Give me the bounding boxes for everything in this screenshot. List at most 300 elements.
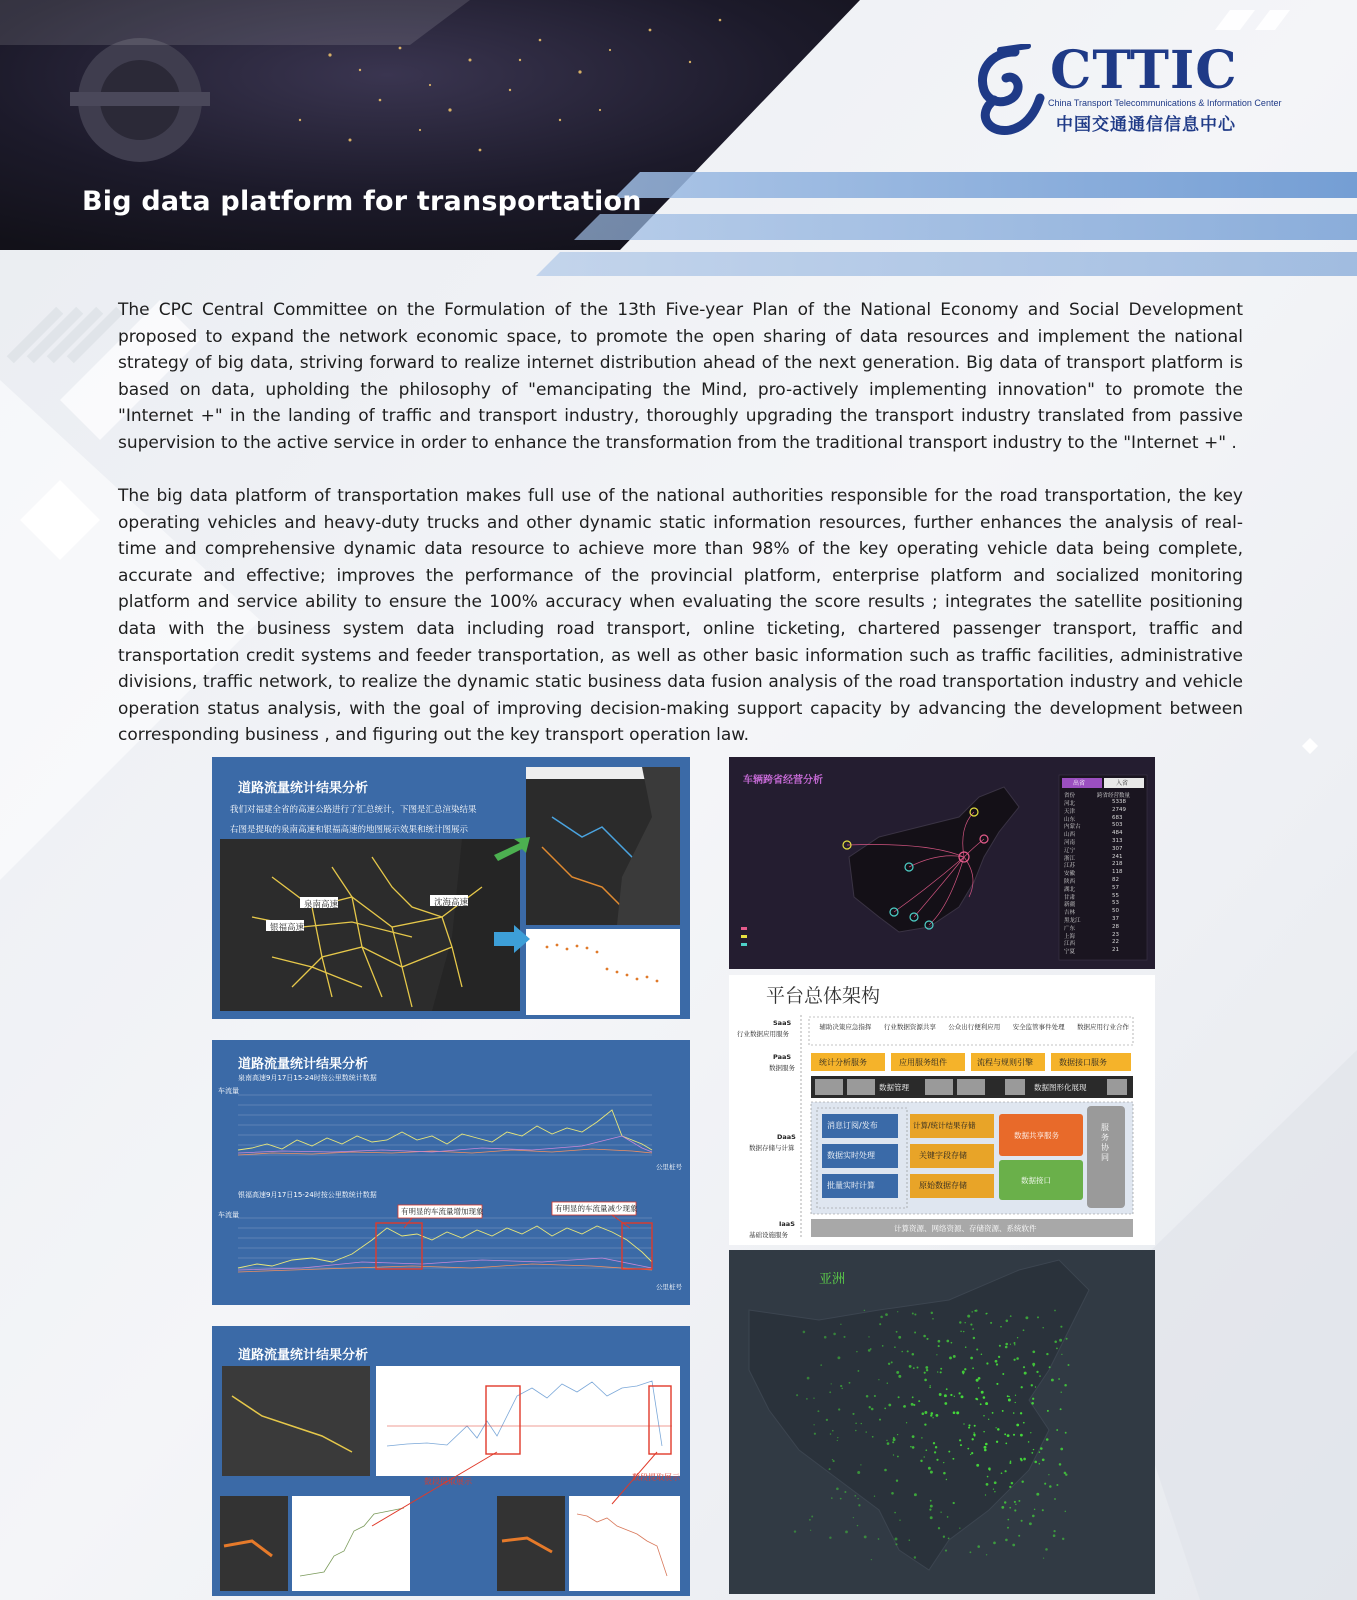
daas-mid-2: 关键字段存储 xyxy=(919,1151,967,1160)
density-dot xyxy=(925,1366,928,1369)
density-dot xyxy=(832,1430,834,1432)
density-dot xyxy=(813,1397,814,1398)
table-row xyxy=(1062,893,1147,900)
density-dot xyxy=(986,1483,989,1486)
province-count: 22 xyxy=(1112,939,1119,946)
density-dot xyxy=(813,1424,814,1425)
density-dot xyxy=(1061,1354,1062,1355)
density-dot xyxy=(857,1471,860,1474)
shot3-callout-a: 数段提取展示 xyxy=(424,1477,472,1486)
density-dot xyxy=(1016,1424,1019,1427)
density-dot xyxy=(985,1313,987,1315)
density-dot xyxy=(947,1516,949,1518)
density-dot xyxy=(1001,1506,1004,1509)
table-row xyxy=(1062,846,1147,853)
province-name: 新疆 xyxy=(1064,902,1076,909)
cttic-logo xyxy=(970,40,1282,136)
shot2-callout-increase: 有明显的车流量增加现象 xyxy=(401,1207,484,1216)
table-row xyxy=(1062,908,1147,915)
density-dot xyxy=(896,1480,898,1482)
province-count: 2749 xyxy=(1112,806,1126,813)
density-dot xyxy=(972,1328,974,1330)
density-dot xyxy=(999,1345,1001,1347)
density-dot xyxy=(964,1368,966,1370)
shot2-chart1-title: 泉南高速9月17日15-24时按公里数统计数据 xyxy=(238,1074,377,1082)
density-dot xyxy=(911,1403,914,1406)
density-dot xyxy=(898,1375,901,1378)
density-dot xyxy=(948,1538,950,1540)
province-name: 湖北 xyxy=(1064,886,1076,893)
province-count: 55 xyxy=(1112,892,1119,899)
density-dot xyxy=(975,1398,977,1400)
province-count: 503 xyxy=(1112,822,1123,829)
province-count: 683 xyxy=(1112,814,1123,821)
shot4-col-province: 省份 xyxy=(1064,793,1076,799)
density-dot xyxy=(937,1371,938,1372)
density-dot xyxy=(1037,1316,1039,1318)
density-dot xyxy=(1036,1371,1038,1373)
paas-label: PaaS xyxy=(773,1053,792,1061)
density-dot xyxy=(879,1419,881,1421)
density-dot xyxy=(824,1336,827,1339)
density-dot xyxy=(1015,1402,1016,1403)
density-dot xyxy=(831,1383,832,1384)
density-dot xyxy=(1013,1359,1015,1361)
table-row xyxy=(1062,838,1147,845)
density-dot xyxy=(807,1377,810,1380)
shot2-xlabel-1: 公里桩号 xyxy=(656,1163,682,1171)
density-dot xyxy=(1005,1539,1008,1542)
density-dot xyxy=(972,1438,974,1440)
density-dot xyxy=(864,1310,866,1312)
density-dot xyxy=(1031,1402,1034,1405)
density-dot xyxy=(1009,1462,1011,1464)
province-count: 28 xyxy=(1112,923,1119,930)
daas-service: 服务协同 xyxy=(1101,1123,1109,1162)
density-dot xyxy=(960,1331,961,1332)
density-dot xyxy=(1009,1507,1011,1509)
province-name: 安徽 xyxy=(1064,871,1076,878)
density-dot xyxy=(829,1536,831,1538)
logo-chinese-name: 中国交通通信信息中心 xyxy=(1056,115,1236,135)
density-dot xyxy=(1040,1447,1043,1450)
table-row xyxy=(1062,799,1147,806)
density-dot xyxy=(974,1432,975,1433)
density-dot xyxy=(1053,1530,1055,1532)
density-dot xyxy=(891,1492,894,1495)
density-dot xyxy=(932,1318,934,1320)
density-dot xyxy=(913,1404,915,1406)
density-dot xyxy=(960,1444,962,1446)
architecture-graphic xyxy=(729,975,1155,1245)
density-dot xyxy=(963,1331,964,1332)
density-dot xyxy=(887,1382,888,1383)
density-dot xyxy=(971,1452,973,1454)
density-dot xyxy=(924,1379,927,1382)
table-row xyxy=(1062,924,1147,931)
density-dot xyxy=(909,1539,911,1541)
density-dot xyxy=(1047,1410,1049,1412)
density-dot xyxy=(918,1400,920,1402)
density-dot xyxy=(940,1512,941,1513)
density-dot xyxy=(931,1412,934,1415)
density-dot xyxy=(996,1427,997,1428)
density-dot xyxy=(930,1505,933,1508)
province-count: 50 xyxy=(1112,908,1119,915)
density-dot xyxy=(949,1356,952,1359)
density-dot xyxy=(1007,1519,1009,1521)
density-dot xyxy=(968,1424,970,1426)
density-dot xyxy=(1034,1509,1035,1510)
table-row xyxy=(1062,877,1147,884)
density-dot xyxy=(1049,1485,1052,1488)
province-count: 37 xyxy=(1112,916,1119,922)
density-dot xyxy=(1046,1353,1048,1355)
density-dot xyxy=(901,1351,903,1353)
density-dot xyxy=(944,1394,947,1397)
screenshot-vehicle-density-map xyxy=(729,1250,1155,1594)
daas-sub: 数据存储与计算 xyxy=(749,1144,795,1152)
density-dot xyxy=(985,1494,986,1495)
shot1-line2: 右图是提取的泉南高速和银福高速的地图展示效果和统计图展示 xyxy=(230,825,469,835)
density-dot xyxy=(970,1454,971,1455)
table-row xyxy=(1062,885,1147,892)
density-dot xyxy=(912,1353,915,1356)
density-dot xyxy=(993,1488,994,1489)
density-dot xyxy=(831,1497,833,1499)
density-dot xyxy=(1029,1522,1032,1525)
density-dot xyxy=(864,1535,867,1538)
density-dot xyxy=(1042,1327,1043,1328)
density-dot xyxy=(1059,1339,1062,1342)
province-name: 宁夏 xyxy=(1064,949,1076,956)
shot4-col-count: 跨省经营数量 xyxy=(1097,793,1131,799)
density-dot xyxy=(996,1363,998,1365)
density-dot xyxy=(878,1538,880,1540)
density-dot xyxy=(840,1385,842,1387)
density-dot xyxy=(1051,1379,1054,1382)
density-dot xyxy=(988,1467,991,1470)
density-dot xyxy=(944,1402,947,1405)
screenshot-segment-analysis xyxy=(212,1326,690,1596)
density-dot xyxy=(924,1372,926,1374)
density-dot xyxy=(817,1410,819,1412)
density-dot xyxy=(858,1504,860,1506)
province-name: 上海 xyxy=(1064,933,1076,940)
density-dot xyxy=(1030,1432,1031,1433)
density-dot xyxy=(1013,1434,1015,1436)
density-dot xyxy=(1023,1458,1026,1461)
density-dot xyxy=(943,1462,944,1463)
province-count: 5338 xyxy=(1112,799,1126,805)
density-dot xyxy=(897,1456,899,1458)
density-dot xyxy=(984,1449,987,1452)
density-dot xyxy=(837,1440,838,1441)
bar-item-visualization: 数据图形化展现 xyxy=(1034,1083,1087,1092)
density-dot xyxy=(1017,1337,1018,1338)
density-dot xyxy=(946,1479,947,1480)
density-dot xyxy=(924,1423,926,1425)
shot1-label-yinfu: 银福高速 xyxy=(270,923,305,933)
density-dot xyxy=(1014,1344,1015,1345)
daas-port: 数据接口 xyxy=(1021,1176,1051,1185)
density-dot xyxy=(1005,1470,1007,1472)
density-dot xyxy=(923,1335,926,1338)
density-dot xyxy=(936,1354,937,1355)
shot6-label: 亚洲 xyxy=(819,1272,846,1287)
density-dot xyxy=(950,1394,952,1396)
province-name: 内蒙古 xyxy=(1064,824,1081,831)
density-dot xyxy=(810,1530,811,1531)
province-name: 甘肃 xyxy=(1064,894,1076,901)
shot1-line1: 我们对福建全省的高速公路进行了汇总统计，下图是汇总渲染结果 xyxy=(230,805,477,815)
density-dot xyxy=(1065,1511,1066,1512)
table-row xyxy=(1062,900,1147,907)
province-count: 53 xyxy=(1112,900,1119,907)
paas-item-1: 统计分析服务 xyxy=(819,1058,867,1067)
table-row xyxy=(1062,807,1147,814)
saas-label: SaaS xyxy=(773,1019,792,1027)
iaas-text: 计算资源、网络资源、存储资源、系统软件 xyxy=(894,1224,1037,1233)
density-dot xyxy=(1010,1344,1011,1345)
shot4-title: 车辆跨省经营分析 xyxy=(743,775,823,786)
density-dot xyxy=(939,1393,942,1396)
shot4-tab-in[interactable]: 入省 xyxy=(1116,780,1129,787)
shot2-callout-decrease: 有明显的车流量减少现象 xyxy=(555,1204,638,1213)
density-dot xyxy=(961,1395,964,1398)
density-dot xyxy=(1004,1433,1006,1435)
density-dot xyxy=(898,1396,900,1398)
density-dot xyxy=(897,1311,898,1312)
density-dot xyxy=(874,1395,876,1397)
density-dot xyxy=(1033,1449,1034,1450)
density-dot xyxy=(871,1559,872,1560)
logo-english-name: China Transport Telecommunications & Information Center xyxy=(1048,98,1282,108)
density-dot xyxy=(987,1476,989,1478)
density-dot xyxy=(921,1437,922,1438)
density-dot xyxy=(934,1451,936,1453)
density-dot xyxy=(1042,1509,1044,1511)
density-dot xyxy=(1048,1474,1049,1475)
density-dot xyxy=(925,1449,927,1451)
density-dot xyxy=(1043,1557,1044,1558)
density-dot xyxy=(899,1519,900,1520)
density-dot xyxy=(935,1414,938,1417)
density-dot xyxy=(970,1324,972,1326)
density-dot xyxy=(852,1413,854,1415)
shot2-xlabel-2: 公里桩号 xyxy=(656,1283,682,1291)
saas-item: 公众出行便利应用 xyxy=(948,1023,1001,1031)
iaas-label: IaaS xyxy=(779,1220,795,1228)
density-dot xyxy=(1062,1538,1064,1540)
table-row xyxy=(1062,822,1147,829)
density-dot xyxy=(893,1438,896,1441)
density-dot xyxy=(1066,1338,1068,1340)
density-dot xyxy=(990,1322,992,1324)
density-dot xyxy=(1058,1378,1060,1380)
density-dot xyxy=(1018,1535,1020,1537)
density-dot xyxy=(829,1468,831,1470)
density-dot xyxy=(1023,1329,1025,1331)
density-dot xyxy=(1016,1357,1019,1360)
logo-name: CTTIC xyxy=(1050,40,1238,101)
density-dot xyxy=(953,1502,955,1504)
shot3-callout-b: 数段提取展示 xyxy=(632,1473,680,1482)
density-dot xyxy=(1011,1482,1014,1485)
density-dot xyxy=(891,1361,893,1363)
density-dot xyxy=(992,1412,994,1414)
density-dot xyxy=(912,1435,915,1438)
paas-item-3: 流程与规则引擎 xyxy=(977,1058,1033,1067)
density-dot xyxy=(1039,1451,1041,1453)
province-name: 江西 xyxy=(1064,941,1076,948)
paas-item-2: 应用服务组件 xyxy=(899,1058,947,1067)
density-dot xyxy=(907,1350,909,1352)
density-dot xyxy=(838,1408,840,1410)
density-dot xyxy=(882,1345,884,1347)
density-dot xyxy=(1033,1365,1035,1367)
density-dot xyxy=(922,1412,925,1415)
density-dot xyxy=(1007,1434,1010,1437)
density-dot xyxy=(1056,1429,1058,1431)
density-dot xyxy=(951,1342,953,1344)
density-dot xyxy=(938,1345,940,1347)
density-dot xyxy=(878,1379,879,1380)
density-dot xyxy=(1007,1395,1009,1397)
shot1-graphic xyxy=(212,757,690,1019)
province-name: 河北 xyxy=(1064,801,1076,807)
saas-item: 行业数据资源共享 xyxy=(883,1023,936,1031)
daas-share: 数据共享服务 xyxy=(1014,1131,1059,1140)
density-dot xyxy=(977,1545,980,1548)
density-dot xyxy=(986,1554,987,1555)
density-dot xyxy=(973,1337,975,1339)
density-dot xyxy=(985,1402,988,1405)
density-dot xyxy=(912,1396,914,1398)
density-dot xyxy=(946,1388,948,1390)
density-dot xyxy=(932,1417,933,1418)
density-dot xyxy=(953,1411,956,1414)
shot2-ylabel-1: 车流量 xyxy=(218,1087,239,1095)
density-dot xyxy=(796,1394,798,1396)
density-dot xyxy=(837,1356,840,1359)
density-dot xyxy=(1023,1422,1025,1424)
density-dot xyxy=(910,1446,912,1448)
density-dot xyxy=(1001,1472,1003,1474)
density-dot xyxy=(984,1446,987,1449)
density-dot xyxy=(888,1404,891,1407)
density-dot xyxy=(1049,1366,1051,1368)
density-dot xyxy=(1020,1458,1022,1460)
density-dot xyxy=(913,1367,915,1369)
density-dot xyxy=(853,1517,854,1518)
density-dot xyxy=(886,1440,887,1441)
density-dot xyxy=(1010,1461,1012,1463)
density-dot xyxy=(1013,1412,1015,1414)
density-dot xyxy=(844,1491,846,1493)
density-dot xyxy=(1032,1398,1034,1400)
density-dot xyxy=(857,1525,858,1526)
density-dot xyxy=(1054,1498,1056,1500)
province-count: 484 xyxy=(1112,830,1123,837)
province-name: 山东 xyxy=(1064,816,1076,823)
density-dot xyxy=(1032,1350,1035,1353)
density-dot xyxy=(1000,1326,1002,1328)
table-row xyxy=(1062,869,1147,876)
density-dot xyxy=(871,1408,874,1411)
density-dot xyxy=(940,1371,942,1373)
density-dot xyxy=(924,1456,925,1457)
density-dot xyxy=(857,1370,859,1372)
density-dot xyxy=(1015,1395,1016,1396)
density-dot xyxy=(917,1367,919,1369)
density-dot xyxy=(1002,1410,1004,1412)
density-dot xyxy=(897,1434,898,1435)
screenshot-road-flow-charts xyxy=(212,1040,690,1305)
density-dot xyxy=(836,1487,839,1490)
saas-sub: 行业数据应用服务 xyxy=(737,1030,789,1038)
density-dot xyxy=(860,1464,861,1465)
density-dot xyxy=(866,1431,867,1432)
table-row xyxy=(1062,830,1147,837)
daas-mid-3: 原始数据存储 xyxy=(919,1181,967,1190)
density-dot xyxy=(1021,1386,1023,1388)
paas-item-4: 数据接口服务 xyxy=(1059,1058,1107,1067)
density-dot xyxy=(963,1373,965,1375)
density-dot xyxy=(1005,1346,1008,1349)
province-name: 山西 xyxy=(1064,832,1076,839)
density-dot xyxy=(945,1550,947,1552)
daas-mid-1: 计算/统计结果存储 xyxy=(913,1121,976,1130)
density-dot xyxy=(974,1310,976,1312)
density-dot xyxy=(843,1336,845,1338)
density-dot xyxy=(869,1406,871,1408)
shot4-tab-out[interactable]: 出省 xyxy=(1073,780,1086,787)
density-dot xyxy=(974,1435,976,1437)
density-dot xyxy=(933,1442,935,1444)
density-dot xyxy=(1021,1520,1023,1522)
density-dot xyxy=(1060,1448,1063,1451)
density-dot xyxy=(978,1387,979,1388)
density-dot xyxy=(855,1423,857,1425)
saas-item: 安全监管事件处理 xyxy=(1012,1023,1065,1031)
density-dot xyxy=(914,1493,917,1496)
density-dot xyxy=(1046,1438,1049,1441)
density-dot xyxy=(837,1437,838,1438)
density-dot xyxy=(906,1422,907,1423)
density-dot xyxy=(803,1331,806,1334)
density-dot xyxy=(959,1527,960,1528)
density-dot xyxy=(1010,1315,1012,1317)
density-dot xyxy=(996,1441,998,1443)
province-count: 313 xyxy=(1112,838,1123,844)
density-dot xyxy=(930,1414,932,1416)
daas-label: DaaS xyxy=(777,1133,796,1141)
density-dot xyxy=(826,1419,828,1421)
density-dot xyxy=(895,1543,897,1545)
province-name: 陕西 xyxy=(1064,879,1076,885)
density-dot xyxy=(1056,1348,1058,1350)
province-name: 吉林 xyxy=(1064,910,1076,917)
density-dot xyxy=(884,1469,887,1472)
density-dot xyxy=(968,1427,970,1429)
document-title: Big data platform for transportation xyxy=(82,186,642,217)
density-dot xyxy=(866,1395,869,1398)
density-dot xyxy=(820,1364,822,1366)
cttic-logo-mark-icon xyxy=(970,44,1050,136)
density-dot xyxy=(885,1313,888,1316)
density-dot xyxy=(794,1530,796,1532)
